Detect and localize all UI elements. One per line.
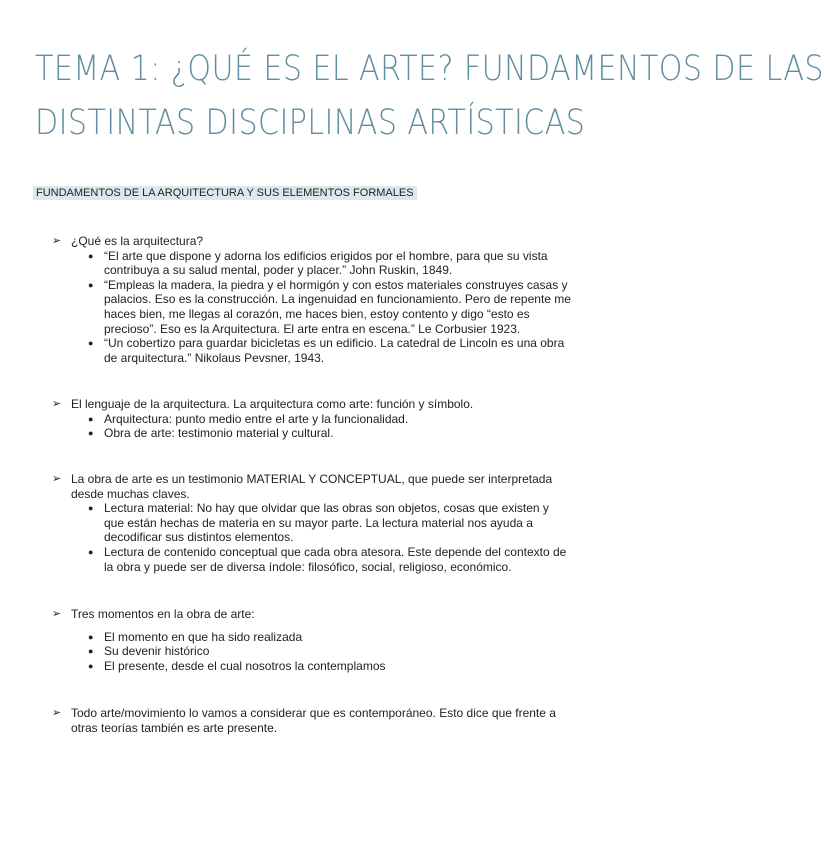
list-item-text: Lectura material: No hay que olvidar que las obras son objetos, cosas que existen y que están hechas de materia en su mayor parte. La lectura material nos ayuda a decodificar sus distintos elementos. <box>104 501 549 545</box>
list-item-text: Arquitectura: punto medio entre el arte y la funcionalidad. <box>104 411 409 426</box>
page-title <box>35 42 824 150</box>
list-item <box>85 501 572 545</box>
list-item-text: El momento en que ha sido realizada <box>104 629 303 644</box>
section-tres-momentos <box>52 607 572 673</box>
list-item <box>85 412 572 427</box>
arrow-bullet-icon: ➢ <box>52 608 62 620</box>
list-item <box>85 545 572 574</box>
list-item <box>85 644 572 659</box>
list-item-text: El presente, desde el cual nosotros la contemplamos <box>104 658 386 673</box>
arrow-bullet-icon: ➢ <box>52 235 62 247</box>
section-heading: FUNDAMENTOS DE LA ARQUITECTURA Y SUS ELEMENTOS FORMALES <box>33 186 417 200</box>
list-item <box>85 659 572 674</box>
list-item-text: Lectura de contenido conceptual que cada obra atesora. Este depende del contexto de la obra y puede ser de diversa índole: filosófico, social, religioso, económico. <box>104 544 567 574</box>
arrow-bullet-icon: ➢ <box>52 707 62 719</box>
page-title-line-1: TEMA 1: ¿QUÉ ES EL ARTE? FUNDAMENTOS DE LAS <box>35 49 824 89</box>
section-item <box>52 472 572 501</box>
section-item <box>52 234 572 249</box>
page-title-line-2: DISTINTAS DISCIPLINAS ARTÍSTICAS <box>35 103 586 143</box>
bullet-dot-icon: ● <box>88 646 94 657</box>
bullet-dot-icon: ● <box>88 338 94 349</box>
list-item <box>85 630 572 645</box>
section-testimonio <box>52 472 572 574</box>
section-text: ¿Qué es la arquitectura? <box>71 234 204 248</box>
section-item <box>52 397 572 412</box>
list-item-text: Obra de arte: testimonio material y cultural. <box>104 426 334 441</box>
section-item <box>52 706 572 735</box>
list-item-text: Su devenir histórico <box>104 644 210 659</box>
list-item-text: “Empleas la madera, la piedra y el hormigón y con estos materiales construyes casas y palacios. Eso es la construcción. La ingenuidad en funcionamiento. Pero de repente me haces bien, me llegas al corazón, me haces bien, estoy contento y digo “esto es precioso”. Eso es la Arquitectura. El arte entra en escena.” Le Corbusier 1923. <box>104 277 571 336</box>
section-arquitectura <box>52 234 572 365</box>
section-text: El lenguaje de la arquitectura. La arquitectura como arte: función y símbolo. <box>71 397 474 411</box>
section-text: Todo arte/movimiento lo vamos a considerar que es contemporáneo. Esto dice que frente a otras teorías también es arte presente. <box>71 706 556 735</box>
bullet-list <box>52 412 572 441</box>
bullet-list <box>52 630 572 674</box>
section-text: Tres momentos en la obra de arte: <box>71 607 255 621</box>
list-item <box>85 249 572 278</box>
section-contemporaneo <box>52 706 572 735</box>
bullet-list <box>52 249 572 366</box>
bullet-dot-icon: ● <box>88 631 94 642</box>
list-item-text: “Un cobertizo para guardar bicicletas es un edificio. La catedral de Lincoln es una obra de arquitectura.” Nikolaus Pevsner, 1943. <box>104 336 565 365</box>
list-item-text: “El arte que dispone y adorna los edificios erigidos por el hombre, para que su vista contribuya a su salud mental, poder y placer.” John Ruskin, 1849. <box>104 248 548 278</box>
bullet-list <box>52 501 572 574</box>
bullet-dot-icon: ● <box>88 503 94 514</box>
section-item <box>52 607 572 622</box>
list-item <box>85 426 572 441</box>
section-lenguaje <box>52 397 572 441</box>
bullet-dot-icon: ● <box>88 428 94 439</box>
arrow-bullet-icon: ➢ <box>52 473 62 485</box>
list-item <box>85 336 572 365</box>
section-text: La obra de arte es un testimonio MATERIAL Y CONCEPTUAL, que puede ser interpretada desde muchas claves. <box>71 472 553 501</box>
bullet-dot-icon: ● <box>88 279 94 290</box>
arrow-bullet-icon: ➢ <box>52 398 62 410</box>
bullet-dot-icon: ● <box>88 250 94 261</box>
bullet-dot-icon: ● <box>88 660 94 671</box>
bullet-dot-icon: ● <box>88 546 94 557</box>
list-item <box>85 278 572 336</box>
bullet-dot-icon: ● <box>88 413 94 424</box>
